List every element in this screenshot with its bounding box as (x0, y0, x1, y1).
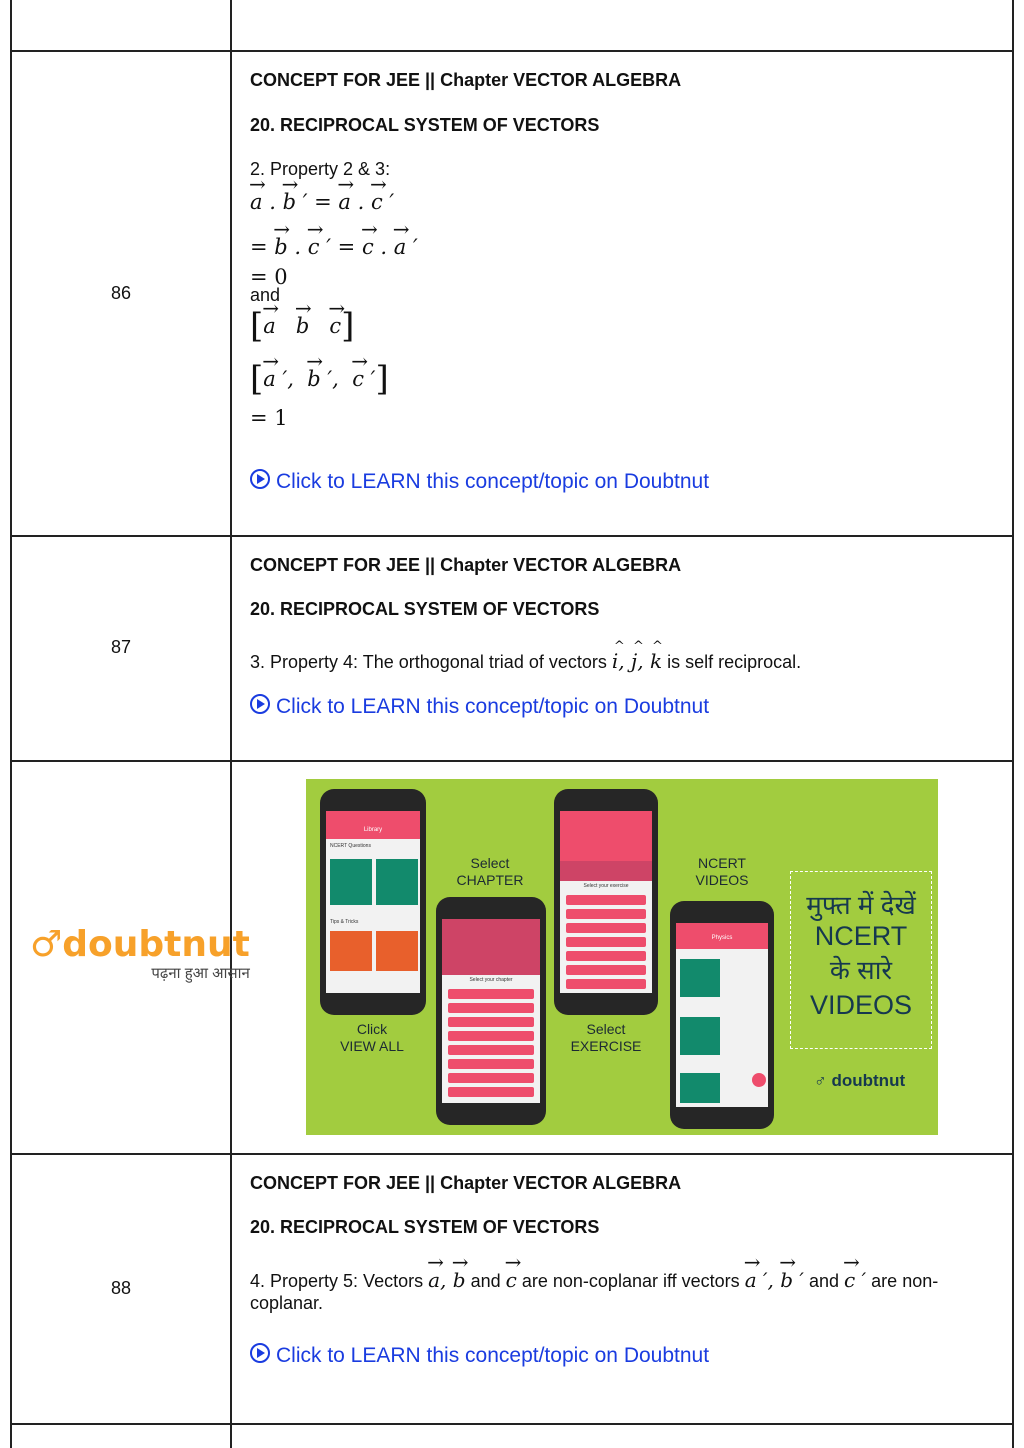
play-circle-icon (250, 1343, 270, 1363)
equation-equals-one: = 1 (250, 406, 288, 430)
screen-label: Select your exercise (583, 883, 629, 889)
logo-tagline: पढ़ना हुआ आसान (151, 965, 250, 982)
screen-title: Physics (711, 935, 733, 941)
screen-label: Select your chapter (469, 977, 513, 983)
equation-line-3: = 0 (250, 265, 288, 289)
row-divider (10, 535, 1014, 537)
row-divider (10, 50, 1014, 52)
logo-mark-icon: ♂ (30, 924, 63, 965)
phone-mockup-chapters (436, 897, 546, 1125)
phone-mockup-exercises (554, 789, 658, 1015)
equation-line-2: = → b . → c ′ = → c . → a ′ (250, 223, 418, 259)
table-right-border (1012, 0, 1014, 1448)
row-divider (10, 760, 1014, 762)
promo-line: VIDEOS (809, 990, 913, 1020)
play-circle-icon (250, 694, 270, 714)
concept-subheading: 20. RECIPROCAL SYSTEM OF VECTORS (250, 1217, 600, 1237)
box-product-reciprocal: [→ a ′, → b ′, → c ′] (250, 355, 389, 399)
ncert-videos-label: NCERT VIDEOS (695, 855, 749, 888)
row-number: 86 (110, 283, 132, 303)
ncert-videos-banner[interactable] (306, 779, 938, 1135)
property-text: 4. Property 5: Vectors → a, → b and → c are non-coplanar iff vectors → a ′, → b ′ and → c ′ are non-coplanar. (250, 1257, 998, 1314)
select-chapter-label: Select CHAPTER (456, 855, 524, 888)
brand-mark-icon: ♂ (814, 1071, 827, 1090)
property-text: 3. Property 4: The orthogonal triad of vectors ^ i, ^ j, ^ k is self reciprocal. (250, 649, 801, 673)
row-divider (10, 1423, 1014, 1425)
learn-concept-link[interactable]: Click to LEARN this concept/topic on Doubtnut (250, 469, 709, 494)
concept-heading: CONCEPT FOR JEE || Chapter VECTOR ALGEBRA (250, 555, 682, 575)
row-divider (10, 1153, 1014, 1155)
screen-label: NCERT Questions (330, 843, 371, 849)
phone-mockup-videos (670, 901, 774, 1129)
doubtnut-logo (30, 925, 250, 983)
concept-heading: CONCEPT FOR JEE || Chapter VECTOR ALGEBRA (250, 70, 682, 90)
banner-brand: ♂ doubtnut (814, 1071, 906, 1090)
hindi-promo-box (790, 871, 932, 1049)
logo-brand-a: doubt (62, 924, 182, 965)
table-left-border (10, 0, 12, 1448)
concept-heading: CONCEPT FOR JEE || Chapter VECTOR ALGEBRA (250, 1173, 682, 1193)
learn-concept-link[interactable]: Click to LEARN this concept/topic on Doubtnut (250, 1343, 709, 1368)
screen-title: Library (363, 827, 383, 833)
select-exercise-label: Select EXERCISE (570, 1021, 642, 1054)
row-number: 87 (110, 637, 132, 657)
promo-line: मुफ्त में देखें (806, 890, 916, 920)
click-view-all-label: Click VIEW ALL (340, 1021, 404, 1054)
play-circle-icon (250, 469, 270, 489)
row-number: 88 (110, 1278, 132, 1298)
promo-line: के सारे (829, 955, 893, 985)
screen-label: Tips & Tricks (330, 919, 359, 925)
equation-line-1: → a . → b ′ = → a . → c ′ (250, 178, 394, 214)
learn-concept-link[interactable]: Click to LEARN this concept/topic on Doubtnut (250, 694, 709, 719)
logo-brand-b: nut (181, 924, 250, 965)
property-text: 2. Property 2 & 3: (250, 159, 391, 179)
promo-line: NCERT (814, 921, 908, 951)
concept-subheading: 20. RECIPROCAL SYSTEM OF VECTORS (250, 599, 600, 619)
concept-subheading: 20. RECIPROCAL SYSTEM OF VECTORS (250, 115, 600, 135)
and-text: and (250, 285, 281, 305)
phone-mockup-library (320, 789, 426, 1015)
box-product-abc: [→ a → b → c] (250, 302, 354, 346)
table-column-divider (230, 0, 232, 1448)
